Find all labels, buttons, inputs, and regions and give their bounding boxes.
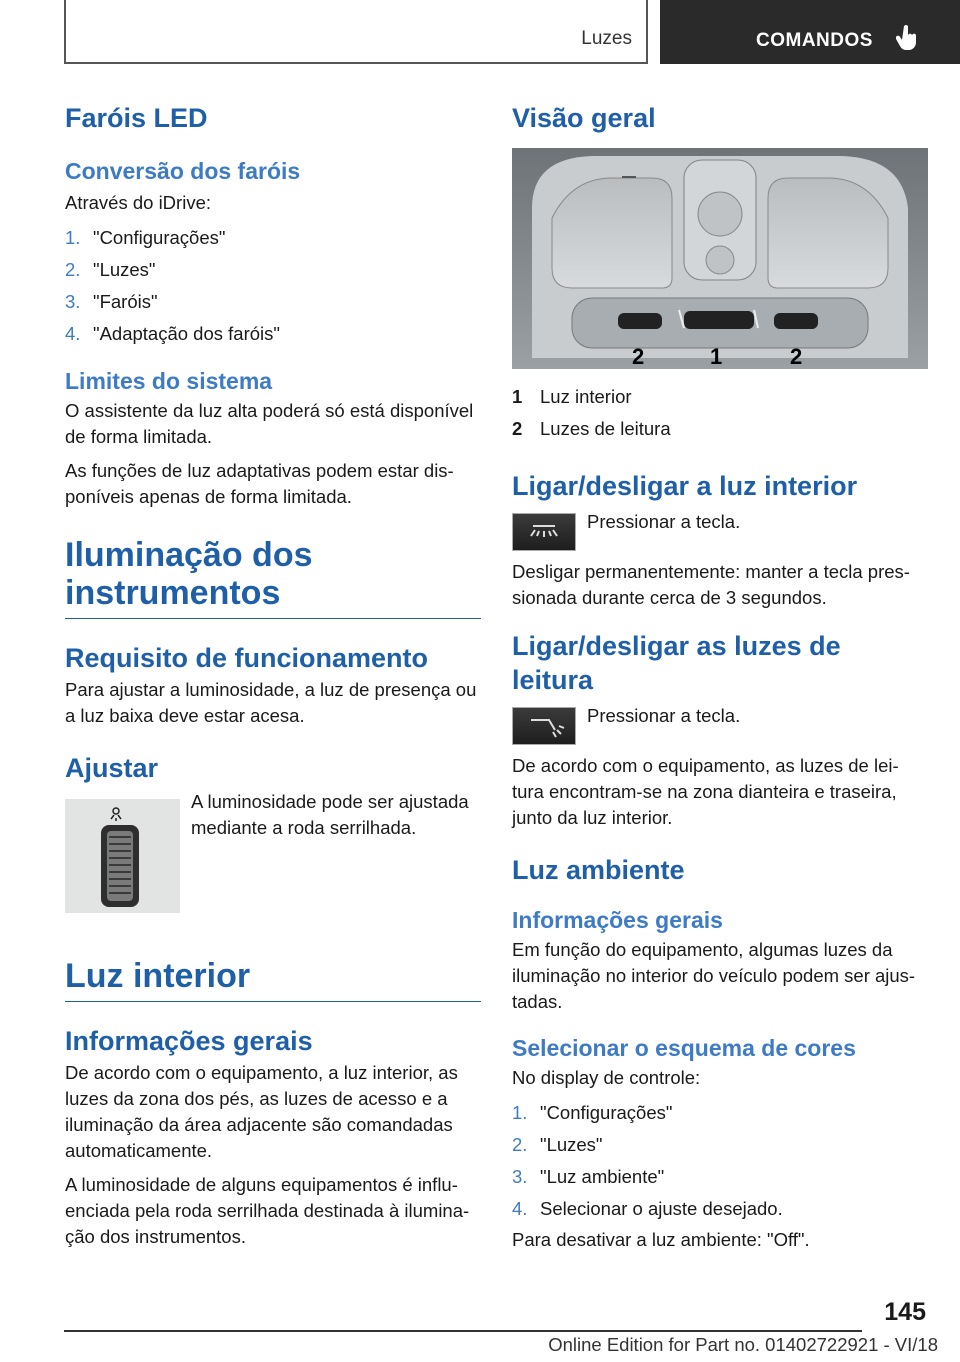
reading-light-key-icon	[512, 707, 576, 745]
legend-row: 2 Luzes de leitura	[512, 418, 671, 439]
overhead-console-photo	[512, 148, 928, 369]
heading-limites: Limites do sistema	[65, 368, 273, 394]
chapter-title: COMANDOS	[756, 30, 873, 51]
legend-row: 1 Luz interior	[512, 386, 632, 407]
ligar-leitura-block	[512, 703, 928, 747]
section-title: Luzes	[581, 28, 632, 49]
list-item: 4. "Adaptação dos faróis"	[65, 323, 280, 344]
ajustar-block	[65, 791, 481, 917]
cores-steps	[512, 1097, 928, 1225]
ligar-interior-p2: Desligar permanentemente: manter a tecla pres-sionada durante cerca de 3 segundos.	[512, 561, 910, 608]
heading-luz-ambiente: Luz ambiente	[512, 855, 685, 885]
heading-iluminacao: Iluminação dos instrumentos	[65, 536, 481, 619]
left-column	[65, 100, 481, 1250]
list-item: 3. "Luz ambiente"	[512, 1166, 665, 1187]
heading-visao-geral: Visão geral	[512, 103, 656, 133]
right-column	[512, 100, 928, 1253]
heading-conversao: Conversão dos faróis	[65, 158, 301, 184]
photo-label: 2	[790, 344, 803, 369]
chapter-tab	[660, 0, 960, 64]
conversao-steps	[65, 222, 481, 350]
list-item: 2. "Luzes"	[512, 1134, 603, 1155]
limites-p2: As funções de luz adaptativas podem estar dis-poníveis apenas de forma limitada.	[65, 460, 454, 507]
photo-label: 2	[632, 344, 645, 369]
ligar-leitura-p: Pressionar a tecla.	[587, 705, 741, 726]
header-section-box	[64, 0, 648, 64]
heading-cores: Selecionar o esquema de cores	[512, 1035, 856, 1061]
page-number: 145	[884, 1298, 926, 1326]
cores-end: Para desativar a luz ambiente: "Off".	[512, 1229, 810, 1250]
list-item: 2. "Luzes"	[65, 259, 156, 280]
conversao-intro: Através do iDrive:	[65, 192, 211, 213]
interior-light-key-icon	[512, 513, 576, 551]
heading-info-gerais: Informações gerais	[65, 1026, 313, 1056]
requisito-p: Para ajustar a luminosidade, a luz de presença ou a luz baixa deve estar acesa.	[65, 679, 477, 726]
info-p1: De acordo com o equipamento, a luz interior, as luzes da zona dos pés, as luzes de acesso e a iluminação da área adjacente são comandadas automaticamente.	[65, 1062, 458, 1161]
amb-info-p: Em função do equipamento, algumas luzes da iluminação no interior do veículo podem ser ajus-tadas.	[512, 939, 916, 1012]
list-item: 1. "Configurações"	[65, 227, 226, 248]
heading-ligar-interior: Ligar/desligar a luz interior	[512, 471, 858, 501]
heading-amb-info: Informações gerais	[512, 907, 723, 933]
ligar-interior-p: Pressionar a tecla.	[587, 511, 741, 532]
list-item: 4. Selecionar o ajuste desejado.	[512, 1198, 783, 1219]
hand-pointer-icon	[896, 24, 918, 55]
heading-requisito: Requisito de funcionamento	[65, 643, 429, 673]
ligar-leitura-p2: De acordo com o equipamento, as luzes de lei-tura encontram-se na zona dianteira e traseira, junto da luz interior.	[512, 755, 899, 828]
list-item: 3. "Faróis"	[65, 291, 158, 312]
list-item: 1. "Configurações"	[512, 1102, 673, 1123]
heading-farois-led: Faróis LED	[65, 103, 208, 133]
photo-legend	[512, 381, 928, 445]
footer-divider	[64, 1330, 862, 1332]
limites-p1: O assistente da luz alta poderá só está disponível de forma limitada.	[65, 400, 474, 447]
heading-ajustar: Ajustar	[65, 753, 159, 783]
footer-edition: Online Edition for Part no. 01402722921 - VI/18	[548, 1334, 938, 1355]
info-p2: A luminosidade de alguns equipamentos é influ-enciada pela roda serrilhada destinada à ilumina-ção dos instrumentos.	[65, 1174, 470, 1247]
heading-ligar-leitura: Ligar/desligar as luzes de leitura	[512, 631, 841, 695]
heading-luz-interior: Luz interior	[65, 957, 481, 1002]
ajustar-p: A luminosidade pode ser ajustada mediante a roda serrilhada.	[191, 791, 469, 838]
ligar-interior-block	[512, 509, 928, 553]
thumbwheel-image	[65, 799, 180, 913]
cores-intro: No display de controle:	[512, 1067, 701, 1088]
photo-label: 1	[710, 344, 723, 369]
